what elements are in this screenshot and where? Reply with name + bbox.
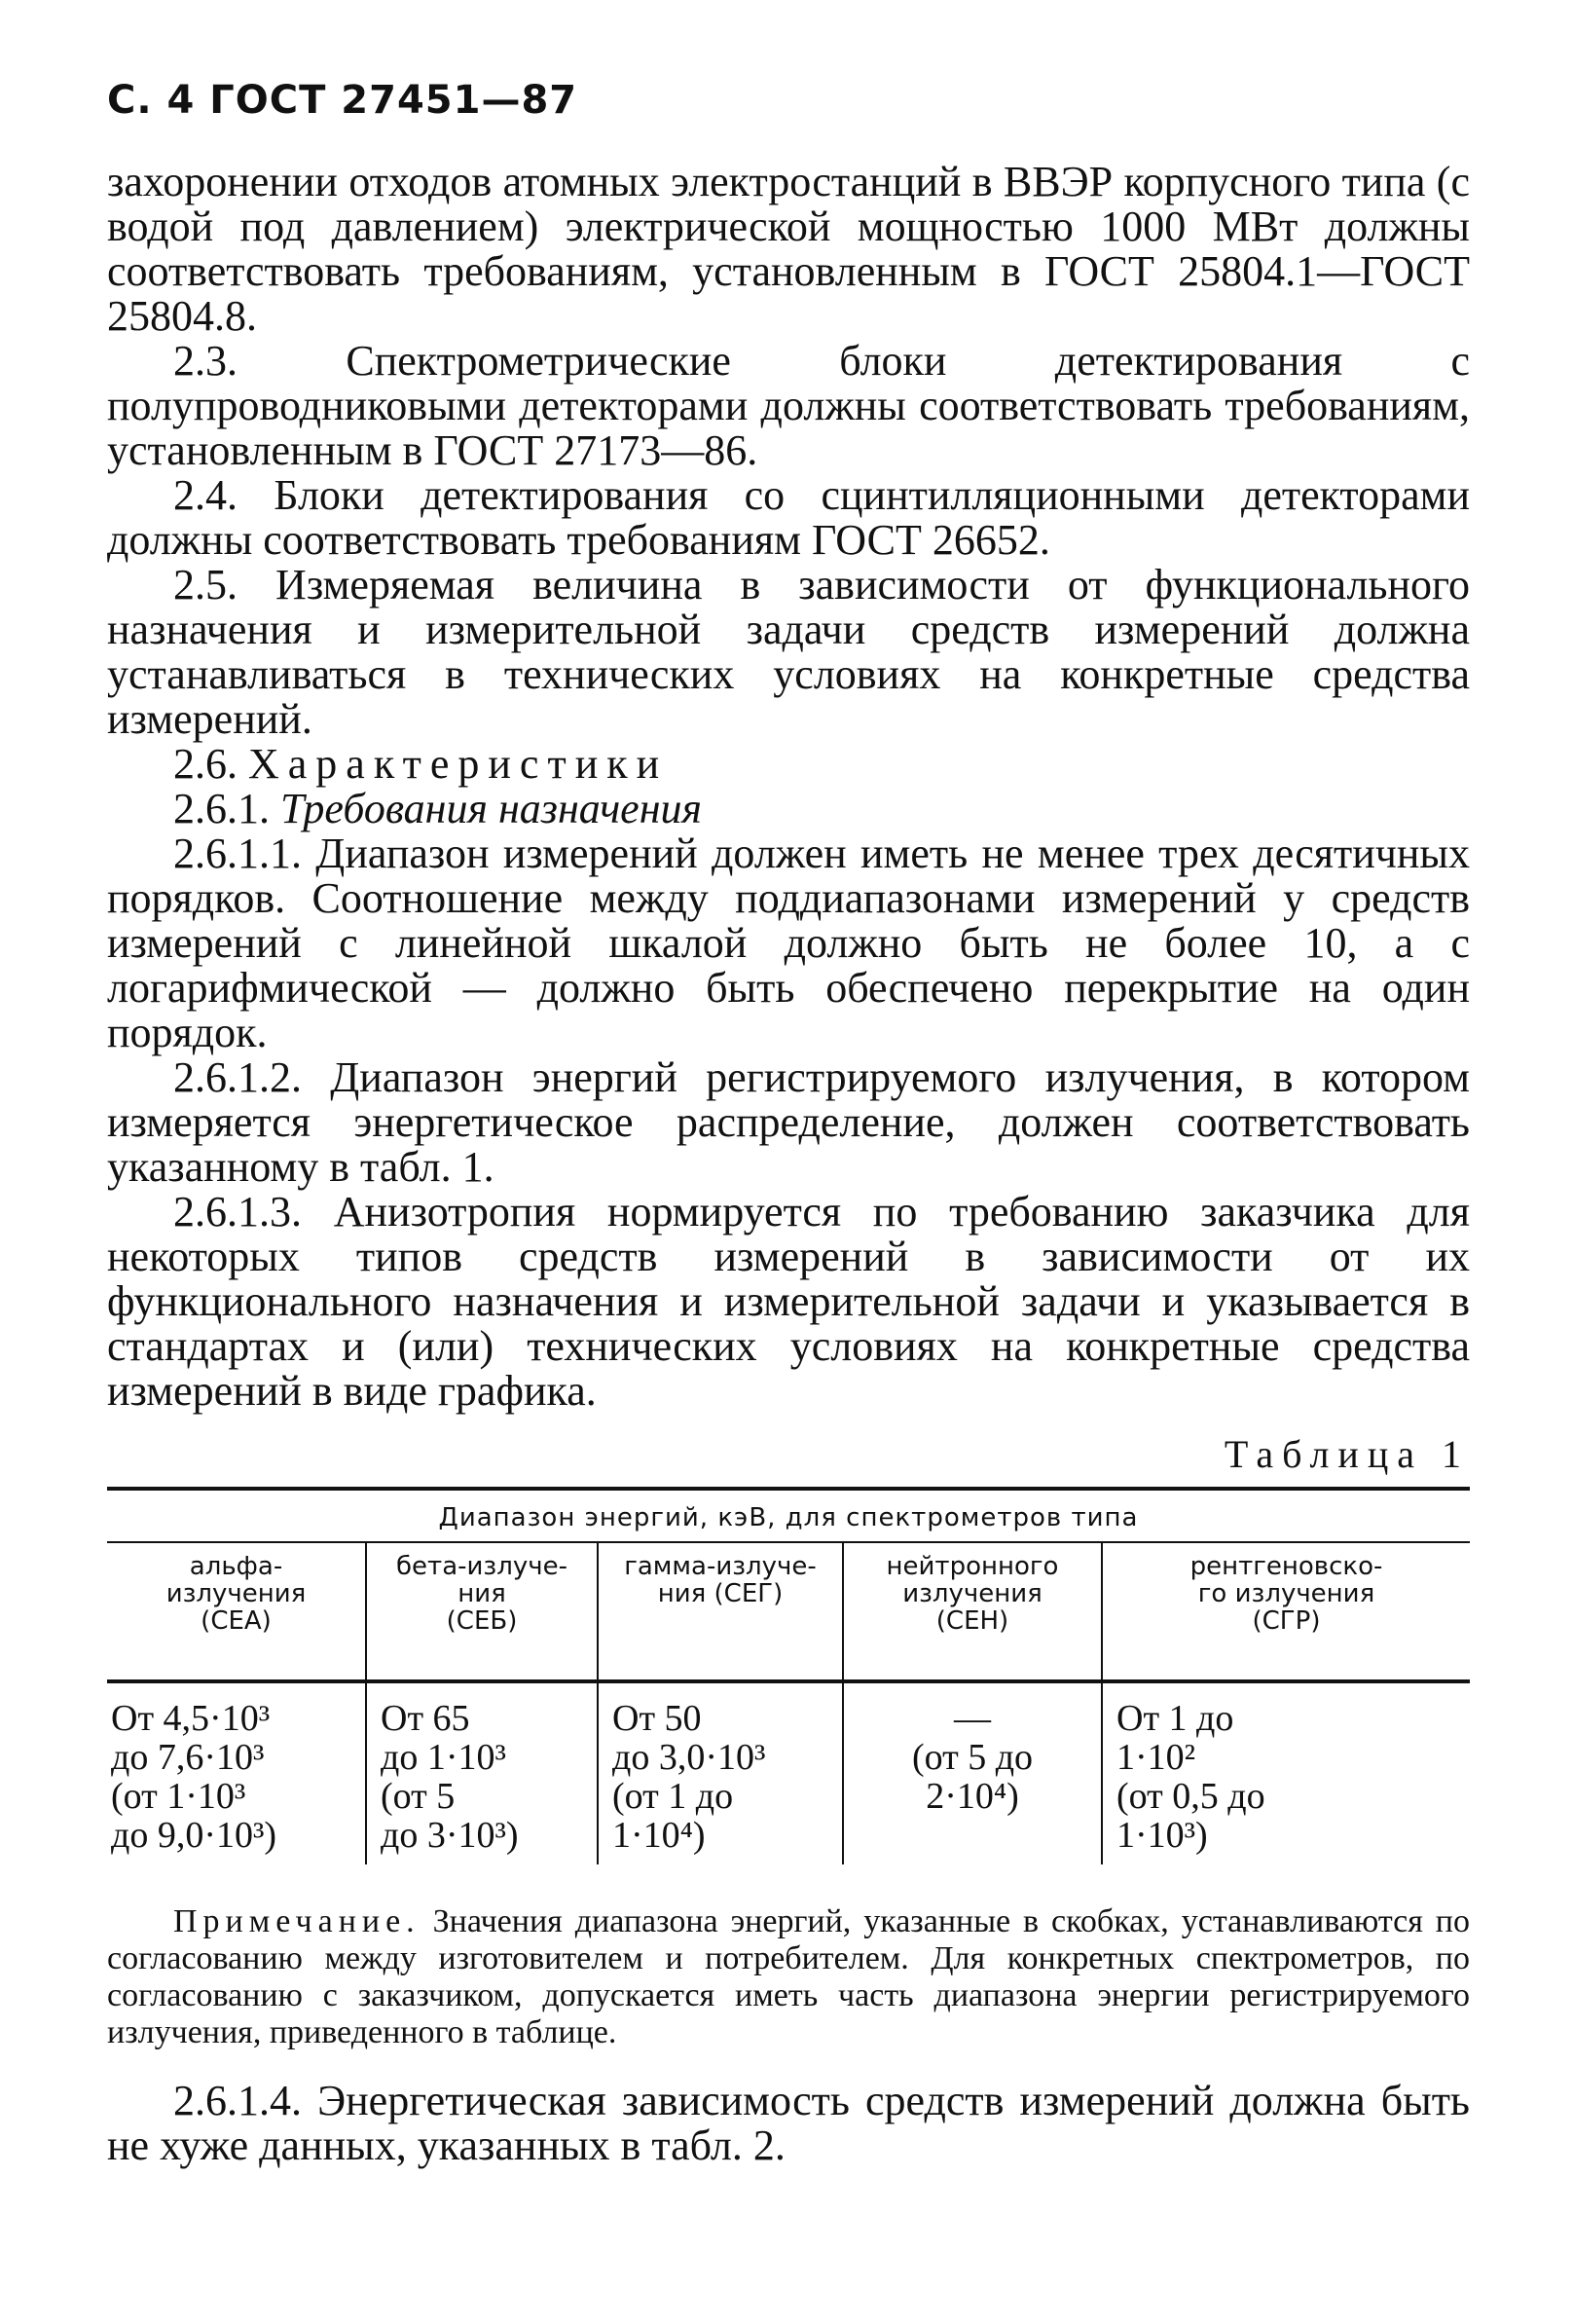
page-header: С. 4 ГОСТ 27451—87 bbox=[107, 78, 578, 123]
paragraph-2-3: 2.3. Спектрометрические блоки детектирования с полупроводниковыми детекторами должны соответствовать требованиям, установленным в ГОСТ 27173—86. bbox=[107, 337, 1470, 474]
column-header-neutron: нейтронного излучения (СЕН) bbox=[843, 1542, 1102, 1681]
paragraph-2-6-1-1: 2.6.1.1. Диапазон измерений должен иметь не менее трех десятичных порядков. Соотношение между поддиапазонами измерений у средств измерений с линейной шкалой должно быть не более 10, а с логарифмической — должно быть обеспечено перекрытие на один порядок. bbox=[107, 830, 1470, 1056]
subsection-title: Требования назначения bbox=[280, 785, 702, 832]
table-cell-beta: От 65 до 1·10³ (от 5 до 3·10³) bbox=[366, 1681, 598, 1864]
section-number: 2.6. bbox=[173, 740, 238, 788]
paragraph-2-5: 2.5. Измеряемая величина в зависимости от функционального назначения и измерительной задачи средств измерений должна устанавливаться в технических условиях на конкретные средства измерений. bbox=[107, 561, 1470, 743]
table-cell-alpha: От 4,5·10³ до 7,6·10³ (от 1·10³ до 9,0·10³) bbox=[111, 1698, 277, 1856]
table-cell-neutron: — (от 5 до 2·10⁴) bbox=[843, 1681, 1102, 1864]
table-note bbox=[107, 1903, 1470, 2051]
document-page bbox=[107, 78, 1470, 2168]
section-2-6-heading bbox=[107, 742, 1470, 787]
paragraph-2-6-1-2: 2.6.1.2. Диапазон энергий регистрируемого излучения, в котором измеряется энергетическое распределение, должен соответствовать указанному в табл. 1. bbox=[107, 1053, 1470, 1191]
column-header-xray: рентгеновско- го излучения (СГР) bbox=[1102, 1542, 1470, 1681]
subsection-number: 2.6.1. bbox=[173, 785, 270, 832]
table-caption: Таблица 1 bbox=[1224, 1432, 1470, 1476]
paragraph-continuation: захоронении отходов атомных электростанций в ВВЭР корпусного типа (с водой под давлением) электрической мощностью 1000 МВт должны соответствовать требованиям, установленным в ГОСТ 25804.1—ГОСТ 25804.8. bbox=[107, 158, 1470, 340]
paragraph-2-6-1-4: 2.6.1.4. Энергетическая зависимость средств измерений должна быть не хуже данных, указанных в табл. 2. bbox=[107, 2077, 1470, 2169]
section-2-6-1-heading bbox=[107, 787, 1470, 831]
section-title: Характеристики bbox=[248, 740, 669, 788]
table-top-header: Диапазон энергий, кэВ, для спектрометров типа bbox=[107, 1489, 1470, 1542]
energy-range-table bbox=[107, 1487, 1470, 1864]
note-text: Значения диапазона энергий, указанные в скобках, устанавливаются по согласованию между изготовителем и потребителем. Для конкретных спектрометров, по согласованию с заказчиком, допускается иметь часть диапазона энергии регистрируемого излучения, приведенного в таблице. bbox=[107, 1903, 1470, 2050]
table-column-header-row bbox=[107, 1542, 1470, 1681]
table-row bbox=[107, 1681, 1470, 1864]
note-label: Примечание. bbox=[173, 1903, 421, 1939]
column-header-gamma: гамма-излуче- ния (СЕГ) bbox=[598, 1542, 843, 1681]
table-cell-xray: От 1 до 1·10² (от 0,5 до 1·10³) bbox=[1102, 1681, 1470, 1864]
table-top-header-row bbox=[107, 1489, 1470, 1542]
paragraph-2-6-1-3: 2.6.1.3. Анизотропия нормируется по требованию заказчика для некоторых типов средств измерений в зависимости от их функционального назначения и измерительной задачи и указывается в стандартах и (или) технических условиях на конкретные средства измерений в виде графика. bbox=[107, 1188, 1470, 1415]
paragraph-2-4: 2.4. Блоки детектирования со сцинтилляционными детекторами должны соответствовать требованиям ГОСТ 26652. bbox=[107, 471, 1470, 564]
column-header-beta: бета-излуче- ния (СЕБ) bbox=[366, 1542, 598, 1681]
column-header-alpha: альфа- излучения (СЕА) bbox=[107, 1542, 366, 1681]
table-cell-gamma: От 50 до 3,0·10³ (от 1 до 1·10⁴) bbox=[598, 1681, 843, 1864]
